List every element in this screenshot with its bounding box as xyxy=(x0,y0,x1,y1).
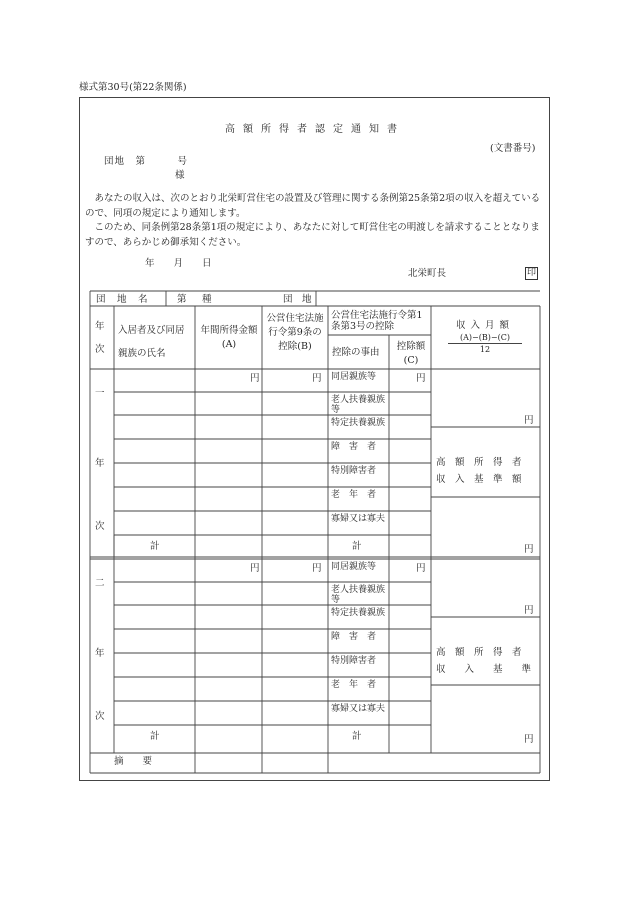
year2-deduction-3: 障 害 者 xyxy=(331,632,377,642)
year2-monthly-yen: 円 xyxy=(524,605,534,616)
year1-nen: 年 xyxy=(95,458,105,469)
header-danchi: 団 地 xyxy=(283,294,312,305)
year1-amount-c-yen: 円 xyxy=(416,373,426,384)
year1-deduct-b-yen: 円 xyxy=(312,373,322,384)
year1-ji: 次 xyxy=(95,521,105,532)
year1-total-names: 計 xyxy=(150,541,160,552)
year2-ji: 次 xyxy=(95,711,105,722)
header-amount-c: 控除額(C) xyxy=(396,341,426,366)
date-line: 年 月 日 xyxy=(145,258,212,269)
year2-standard: 高 額 所 得 者 収 入 基 準 xyxy=(436,647,532,675)
year1-deduction-3: 障 害 者 xyxy=(331,442,377,452)
year1-standard: 高 額 所 得 者 収 入 基 準 額 xyxy=(436,457,532,485)
year2-total-reason: 計 xyxy=(352,731,362,742)
year2-nen: 年 xyxy=(95,648,105,659)
year1-deduction-0: 同居親族等 xyxy=(331,372,377,382)
year2-deduction-1: 老人扶養親族等 xyxy=(331,585,386,605)
year2-amount-c-yen: 円 xyxy=(416,563,426,574)
year1-deduction-1: 老人扶養親族等 xyxy=(331,395,386,415)
header-reason: 控除の事由 xyxy=(332,347,380,358)
header-names: 入居者及び同居親族の氏名 xyxy=(118,325,185,359)
paragraph-1: あなたの収入は、次のとおり北栄町営住宅の設置及び管理に関する条例第25条第2項の収入を超えているので、同項の規定により通知します。 xyxy=(85,193,541,219)
year2-income-yen: 円 xyxy=(250,563,260,574)
year1-standard-yen: 円 xyxy=(524,544,534,555)
year2-deduction-0: 同居親族等 xyxy=(331,562,377,572)
header-ji: 次 xyxy=(95,344,105,355)
document-number: (文書番号) xyxy=(490,143,536,154)
year1-total-reason: 計 xyxy=(352,541,362,552)
header-dai: 第 xyxy=(177,294,187,305)
year1-deduction-4: 特別障害者 xyxy=(331,466,377,476)
year1-deduction-5: 老 年 者 xyxy=(331,490,377,500)
header-danchi-name: 団 地 名 xyxy=(96,294,149,305)
year2-char: 二 xyxy=(95,578,105,589)
header-shu: 種 xyxy=(202,294,212,305)
header-deduct-group: 公営住宅法施行令第1条第3号の控除 xyxy=(331,310,423,332)
remarks-label: 摘 要 xyxy=(114,756,153,767)
form-number: 様式第30号(第22条関係) xyxy=(79,82,187,93)
formula-numerator: (A)−(B)−(C) xyxy=(460,333,510,342)
year1-deduction-2: 特定扶養親族 xyxy=(331,418,386,428)
paragraph-2: このため、同条例第28条第1項の規定により、あなたに対して町営住宅の明渡しを請求することとなりますので、あらかじめ御承知ください。 xyxy=(85,222,540,248)
year2-deduction-2: 特定扶養親族 xyxy=(331,608,386,618)
year2-deduction-4: 特別障害者 xyxy=(331,656,377,666)
honorific: 様 xyxy=(175,170,185,181)
seal-stamp: 印 xyxy=(526,268,536,278)
header-income: 年間所得金額(A) xyxy=(200,325,258,350)
year2-deduct-b-yen: 円 xyxy=(312,563,322,574)
header-nen: 年 xyxy=(95,321,105,332)
year1-char: 一 xyxy=(95,388,105,399)
year2-deduction-5: 老 年 者 xyxy=(331,680,377,690)
formula-bar xyxy=(448,343,522,344)
formula-denominator: 12 xyxy=(479,345,491,354)
address-line: 団地 第 号 xyxy=(104,156,189,167)
page-title: 高額所得者認定通知書 xyxy=(225,124,405,135)
header-deduct-b: 公営住宅法施行令第9条の控除(B) xyxy=(266,313,324,352)
issuer: 北栄町長 xyxy=(408,268,447,279)
year2-standard-yen: 円 xyxy=(524,734,534,745)
year1-monthly-yen: 円 xyxy=(524,415,534,426)
header-monthly: 収入月額 xyxy=(455,320,514,331)
year2-total-names: 計 xyxy=(150,731,160,742)
year1-income-yen: 円 xyxy=(250,373,260,384)
year2-deduction-6: 寡婦又は寡夫 xyxy=(331,704,386,714)
year1-deduction-6: 寡婦又は寡夫 xyxy=(331,514,386,524)
